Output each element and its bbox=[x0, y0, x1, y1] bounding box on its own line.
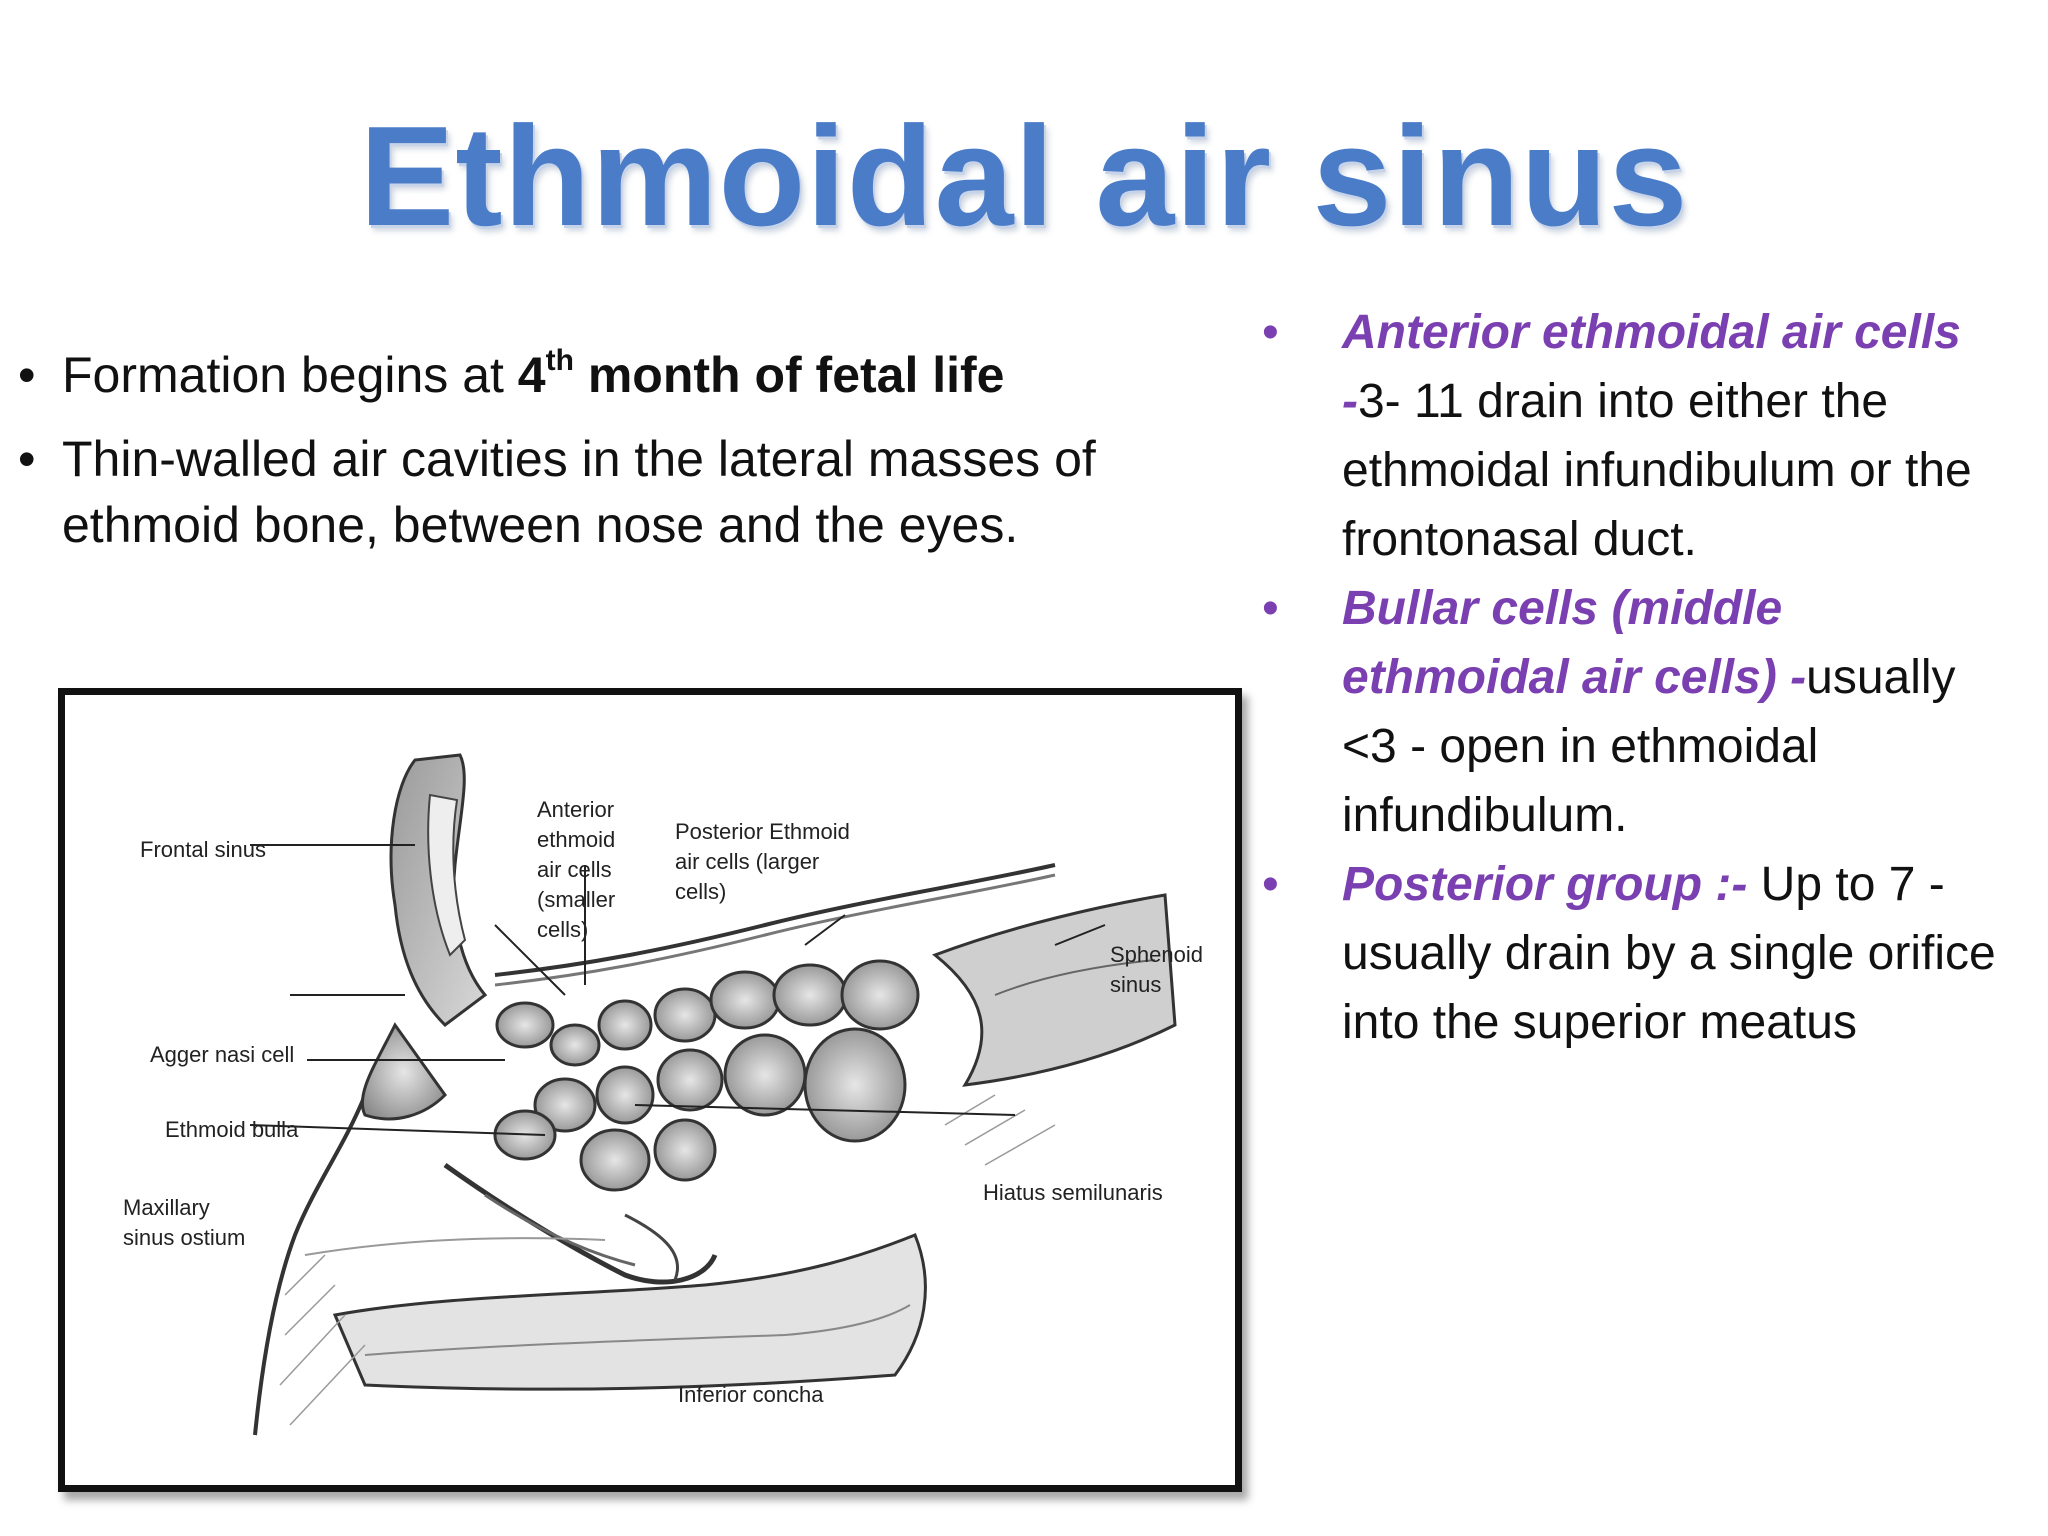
right-bullet-list bbox=[1262, 298, 2022, 1057]
point-heading: Posterior group :- bbox=[1342, 858, 1748, 911]
point-bold: month of fetal life bbox=[573, 347, 1005, 403]
point-text: Formation begins at bbox=[62, 347, 518, 403]
posterior-ethmoid-label: Posterior Ethmoid air cells (larger cells) bbox=[675, 819, 850, 904]
slide-title: Ethmoidal air sinus bbox=[359, 97, 1689, 256]
bullet-glyph: • bbox=[18, 431, 36, 487]
point-superscript: th bbox=[545, 344, 574, 377]
right-bullet-1 bbox=[1262, 298, 2022, 574]
bullet-glyph: • bbox=[1262, 858, 1279, 911]
ethmoid-bulla-label: Ethmoid bulla bbox=[165, 1117, 299, 1142]
point-text: usually <3 - open in ethmoidal infundibulum. bbox=[1342, 651, 1956, 842]
left-bullet-2 bbox=[18, 426, 1198, 558]
bullet-glyph: • bbox=[1262, 306, 1279, 359]
point-text: Up to 7 - usually drain by a single orifice into the superior meatus bbox=[1342, 858, 1996, 1049]
left-bullet-list bbox=[18, 342, 1198, 576]
frontal-sinus-label: Frontal sinus bbox=[140, 837, 266, 862]
left-bullet-1 bbox=[18, 342, 1198, 408]
hiatus-semilunaris-label: Hiatus semilunaris bbox=[983, 1180, 1163, 1205]
anatomy-illustration bbox=[65, 695, 1235, 1485]
point-bold: 4 bbox=[517, 347, 546, 403]
agger-nasi-label: Agger nasi cell bbox=[150, 1042, 295, 1067]
point-heading: Anterior ethmoidal air cells - bbox=[1342, 306, 1961, 428]
bullet-glyph: • bbox=[1262, 582, 1279, 635]
right-bullet-3 bbox=[1262, 850, 2022, 1057]
point-text: Thin-walled air cavities in the lateral masses of ethmoid bone, between nose and the eyes. bbox=[62, 431, 1096, 553]
right-bullet-2 bbox=[1262, 574, 2022, 850]
maxillary-ostium-label: Maxillary sinus ostium bbox=[123, 1195, 246, 1250]
point-text: 3- 11 drain into either the ethmoidal infundibulum or the frontonasal duct. bbox=[1342, 375, 1972, 566]
sphenoid-sinus-label: Sphenoid sinus bbox=[1110, 942, 1203, 997]
inferior-concha-label: Inferior concha bbox=[678, 1382, 824, 1407]
anterior-ethmoid-label: Anterior ethmoid air cells (smaller cells) bbox=[537, 797, 616, 942]
bullet-glyph: • bbox=[18, 347, 36, 403]
anatomy-figure bbox=[58, 688, 1242, 1492]
point-heading: Bullar cells (middle ethmoidal air cells) - bbox=[1342, 582, 1807, 704]
